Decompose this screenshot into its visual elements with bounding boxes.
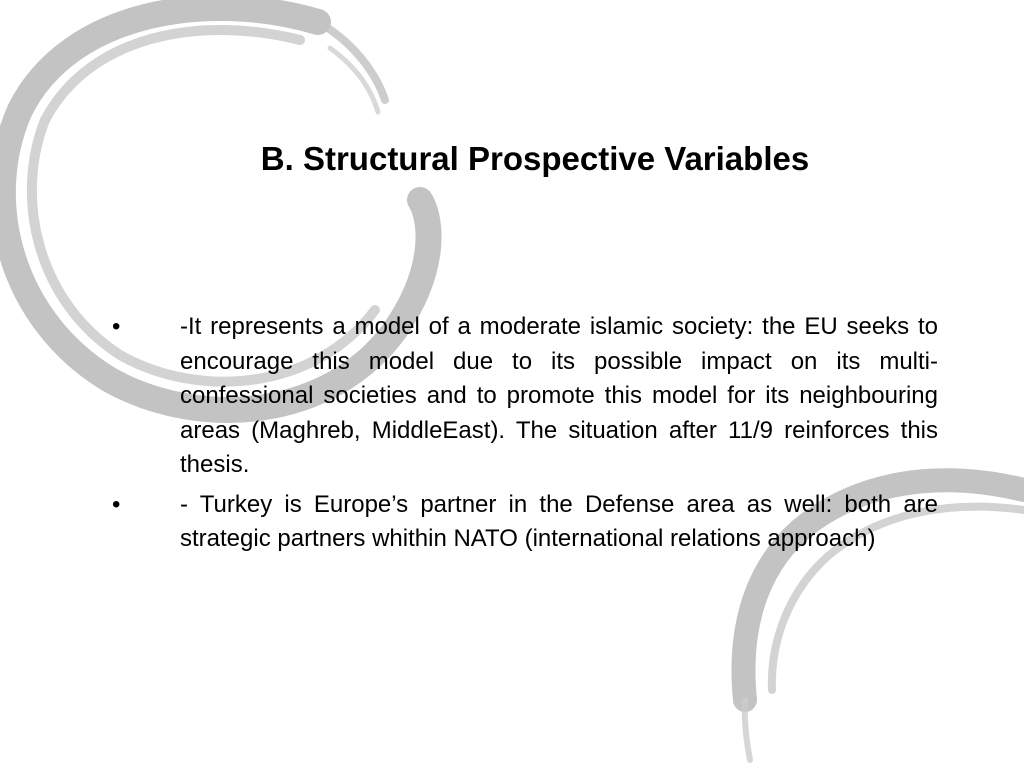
bullet-text: - Turkey is Europe’s partner in the Defense area as well: both are strategic partners whithin NATO (international relations approach) [180,490,938,552]
list-item [112,488,938,557]
list-item [112,310,938,483]
bullet-list [112,310,938,562]
bullet-text: -It represents a model of a moderate islamic society: the EU seeks to encourage this model due to its possible impact on its multi-confessional societies and to promote this model for its neighbouring areas (Maghreb, MiddleEast). The situation after 11/9 reinforces this thesis. [180,313,938,478]
slide-title: B. Structural Prospective Variables [260,140,810,177]
bullet-marker: • [112,490,121,518]
bullet-marker: • [112,313,121,340]
brush-ring-tail-2 [330,48,378,112]
brush-ring-tail [318,22,385,100]
